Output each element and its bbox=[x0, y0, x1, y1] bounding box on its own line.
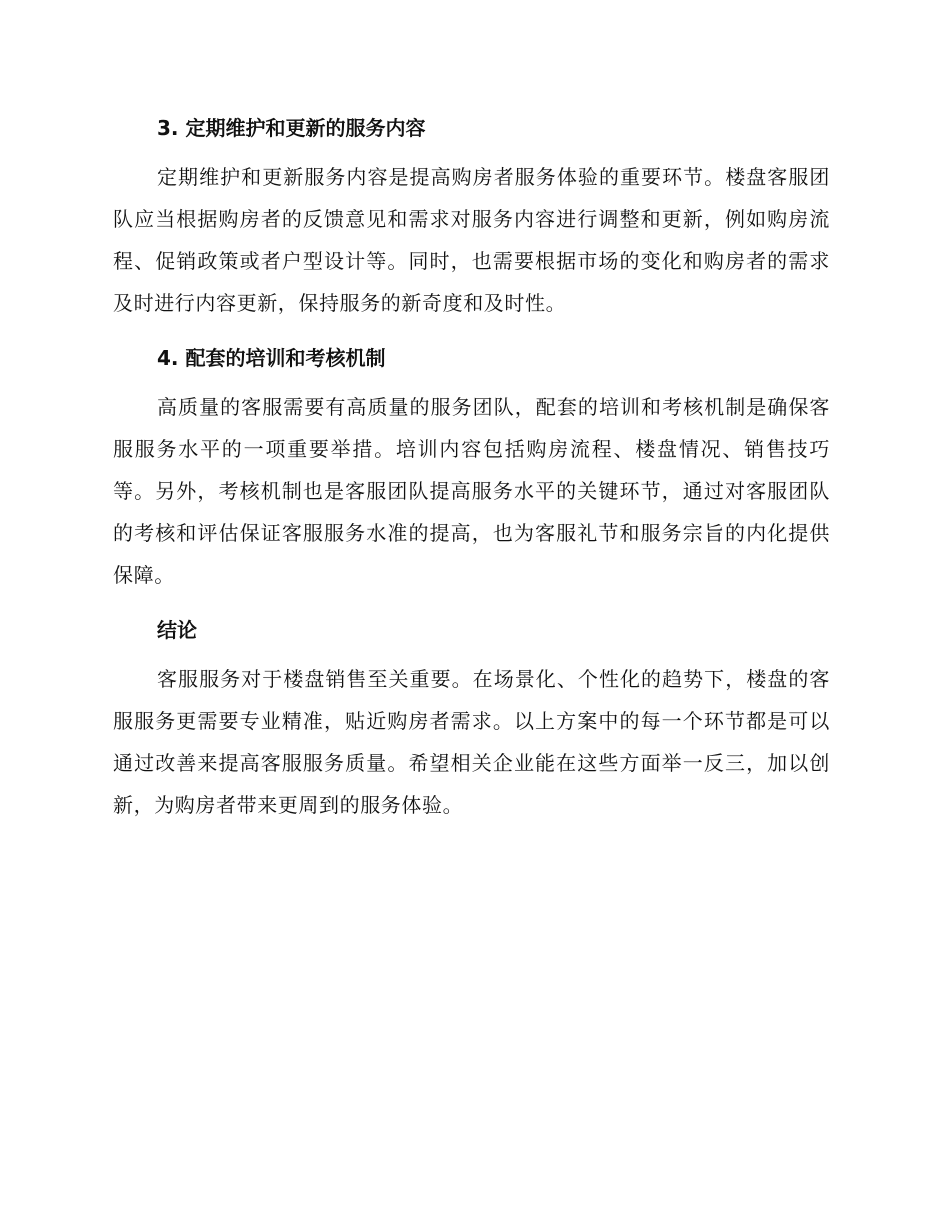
section-training bbox=[113, 338, 830, 596]
section-gap bbox=[113, 596, 830, 610]
section-heading: 结论 bbox=[157, 618, 197, 642]
section-paragraph: 客服服务对于楼盘销售至关重要。在场景化、个性化的趋势下，楼盘的客服服务更需要专业精准，贴近购房者需求。以上方案中的每一个环节都是可以通过改善来提高客服服务质量。希望相关企业能在这些方面举一反三，加以创新，为购房者带来更周到的服务体验。 bbox=[113, 667, 830, 817]
document-body bbox=[113, 108, 830, 826]
section-paragraph: 定期维护和更新服务内容是提高购房者服务体验的重要环节。楼盘客服团队应当根据购房者的反馈意见和需求对服务内容进行调整和更新，例如购房流程、促销政策或者户型设计等。同时，也需要根据市场的变化和购房者的需求及时进行内容更新，保持服务的新奇度和及时性。 bbox=[113, 165, 830, 315]
section-heading: 3. 定期维护和更新的服务内容 bbox=[157, 116, 426, 140]
section-gap bbox=[113, 324, 830, 338]
section-maintenance bbox=[113, 108, 830, 324]
section-conclusion bbox=[113, 610, 830, 826]
section-paragraph: 高质量的客服需要有高质量的服务团队，配套的培训和考核机制是确保客服服务水平的一项重要举措。培训内容包括购房流程、楼盘情况、销售技巧等。另外，考核机制也是客服团队提高服务水平的关键环节，通过对客服团队的考核和评估保证客服服务水准的提高，也为客服礼节和服务宗旨的内化提供保障。 bbox=[113, 395, 830, 587]
section-heading: 4. 配套的培训和考核机制 bbox=[157, 346, 386, 370]
